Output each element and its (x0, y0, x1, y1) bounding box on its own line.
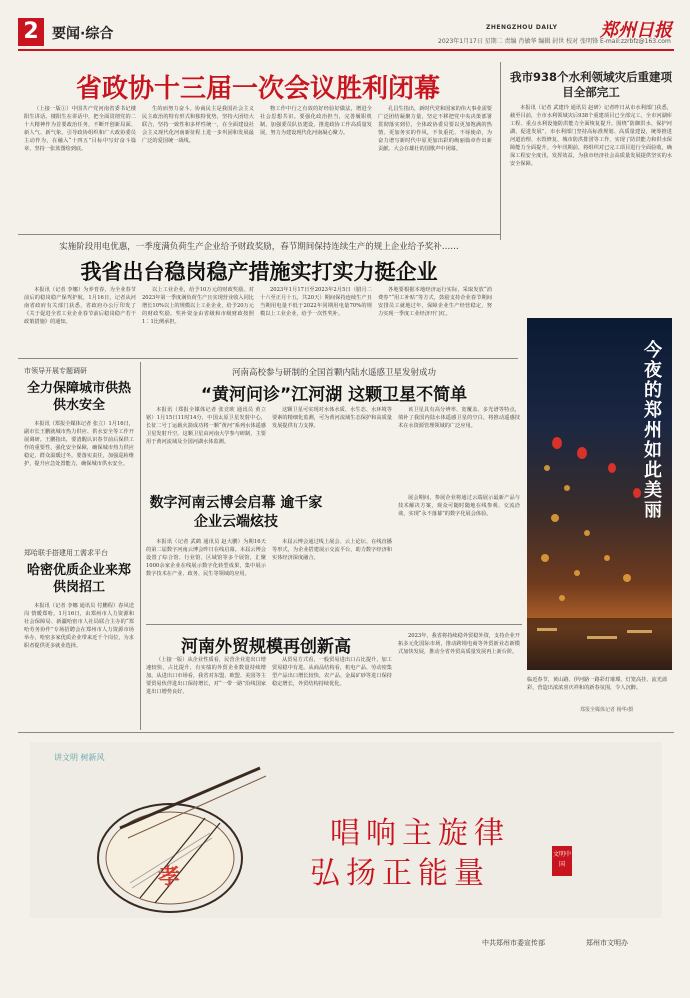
masthead (18, 14, 674, 48)
story1-col2 (142, 105, 254, 225)
story1-headline: 省政协十三届一次会议胜利闭幕 (75, 74, 440, 104)
sidebar-label-1: 市领导开展专题调研 (24, 367, 87, 375)
story6-col2-text: 从贸易方式看，一般贸易进出口占比提升，加工贸易稳中有进。从商品结构看，机电产品、劳动密集型产品出口增长较快，农产品、金属矿砂等进口保持稳定增长，外贸结构持续优化。 (272, 657, 392, 687)
column-divider (500, 62, 501, 240)
story1-col4-text: 孔昌生指出，新时代党和国家的伟大事业需要广泛团结凝聚力量，坚定不移把党中央决策部署贯彻落实到位，全体政协委员要以更加饱满的热情、更加务实的作风，不负重托、不辱使命，为奋力谱写新时代中原更加出彩的绚丽篇章作出新贡献。大会在雄壮的国歌声中闭幕。 (378, 106, 492, 152)
sidebar-headline-1: 全力保障城市供热供水安全 (26, 381, 131, 413)
story4-col2 (272, 406, 392, 486)
story3-col3 (260, 286, 372, 352)
sidebar-body-2-text: 本报讯（记者 李娜 通讯员 付鹏程）春风送岗 情暖郑哈。1月16日，由郑州市人力资源和社会保障局、新疆哈密市人社局联合主办的“郑哈劳务协作”专场招聘会在郑州市人力资源市场举办，哈密多家优质企业带来近千个岗位，为求职者提供更多就业选择。 (24, 603, 134, 649)
photo-title: 今夜的郑州如此美丽 (641, 340, 662, 520)
story5-col3 (398, 494, 520, 618)
story6-col1 (146, 656, 266, 728)
banner-slogan-line1: 唱响主旋律 (330, 816, 510, 851)
story3-col2-text: 以上工业企业，给予10万元的财政奖励。对2023年第一季度满负荷生产且实现营业收入同比增长10%以上的规模以上工业企业，给予20万元的财政奖励。奖补资金由省级和市级财政按照1∶1比例承担。 (142, 287, 254, 325)
story3-kicker: 实施阶段用电优惠，一季度满负荷生产企业给予财政奖励，春节期间保持连续生产的规上企业给予奖补…… (59, 242, 459, 252)
story3-col3-text: 2023年1月17日至2023年2月5日（腊月二十六至正月十五，共20天）期间保持连续生产且当期用电量不低于2022年同期用电量70%的规模以上工业企业，给予一次性奖补。 (260, 287, 372, 317)
story5-col1-text: 本报讯（记者 武鹤 通讯员 赵大鹏）为期16天的第二届数字河南云博会昨日在线启幕。本届云博会设置了综合馆、行业馆、区域馆等多个展馆，汇聚1000余家企业在线展示数字化转型成果，集中展示数字技术在产业、政务、民生等领域的应用。 (146, 539, 266, 577)
story3-headline: 我省出台稳岗稳产措施实打实力挺企业 (80, 260, 438, 284)
story5-col3-text: 展会期间，参展企业将通过云端展示最新产品与技术解决方案，观众可随时随地在线参观、交流洽谈，实现“永不落幕”的数字化展会体验。 (398, 495, 520, 517)
story6-col1-text: （上接一版）从企业性质看，民营企业进出口增速较快，占比提升，有实绩的外贸企业数量持续增加。从进出口市场看，我省对东盟、欧盟、美国等主要贸易伙伴进出口保持增长，对“一带一路”沿线国家进出口增势良好。 (146, 657, 266, 695)
sidebar-body-1 (24, 420, 134, 538)
story1-col3-text: 物工作中行之有效的好经验好做法，增进全社会思想共识。要强化政治担当，完善履职机制，加强委员队伍建设，推进政协工作高质量发展，努力为建设现代化河南凝心聚力。 (260, 106, 372, 136)
story2-headline: 我市938个水利领域灾后重建项目全部完工 (510, 70, 673, 99)
story4-col3 (398, 406, 520, 486)
story6-headline: 河南外贸规模再创新高 (181, 637, 351, 657)
story5-col2-text: 本届云博会通过线上展会、云上论坛、在线直播等形式，为企业搭建展示交流平台，助力数字经济和实体经济深度融合。 (272, 539, 392, 561)
story4-col1 (146, 406, 266, 486)
section-rule (18, 732, 674, 733)
section-rule (18, 358, 518, 359)
story4-col2-text: 这颗卫星可实现对水体水质、水生态、水环境等要素的精细化监测，可为黄河流域生态保护和高质量发展提供有力支撑。 (272, 407, 392, 429)
story3-col1 (24, 286, 136, 352)
story2-body (510, 104, 672, 310)
story5-headline: 数字河南云博会启幕 逾千家企业云端炫技 (149, 495, 323, 530)
sidebar-body-2 (24, 602, 134, 728)
sidebar-headline-2: 哈密优质企业来郑供岗招工 (26, 563, 131, 595)
page-number: 2 (18, 18, 44, 46)
paper-logo: 郑州日报 (600, 20, 672, 41)
story6-col3 (398, 632, 520, 728)
photo-credit: 郑报全媒体记者 杨华/摄 (580, 707, 634, 713)
story6-col3-text: 2023年，我省将持续稳外贸稳外资，支持企业开拓多元化国际市场，推动跨境电商等外贸新业态新模式加快发展，推动全省外贸高质量发展再上新台阶。 (398, 633, 520, 655)
story2-body-text: 本报讯（记者 武建玲 通讯员 赵研）记者昨日从市水利部门获悉，截至目前，全市水利领域灾后938个重建项目已全部完工，全市河湖库工程、重点水利设施防洪能力全面恢复提升。围绕“防御洪水、保护河湖、促进发展”，市水利部门坚持高标准规划、高质量建设，统筹推进河道治理、水毁修复、城市防洪排涝等工作，实现了防洪能力和供水保障能力全面提升。今年汛期前，将组织对已完工项目进行全面验收，确保工程安全度汛、发挥效益，为我市经济社会高质量发展提供坚实的水安全保障。 (510, 105, 672, 167)
night-city-photo (527, 318, 672, 670)
story4-kicker: 河南高校参与研制的全国首颗内陆水遥感卫星发射成功 (231, 368, 436, 378)
banner-footer-right: 郑州市文明办 (586, 939, 628, 947)
section-rule (18, 234, 500, 235)
story5-col1 (146, 538, 266, 618)
banner-footer-left: 中共郑州市委宣传部 (482, 939, 545, 947)
story6-col2 (272, 656, 392, 728)
story4-col1-text: 本报讯（郑报全媒体记者 张竞欧 通讯员 黄立铭）1月15日11时14分，中国太原卫星发射中心，长征二号丁运载火箭成功将一颗“黄河”系列水体遥感卫星发射升空。这颗卫星由河南大学参与研制，主要用于黄河流域及全国河湖水体监测。 (146, 407, 266, 445)
photo-caption: 临近春节，黄山路、伊河路一路彩灯璀璨、灯笼高挂、流光溢彩，营造出浓浓喜庆祥和的新春氛围，令人沉醉。 (527, 677, 668, 691)
story4-headline: “黄河问诊”江河湖 这颗卫星不简单 (200, 385, 468, 405)
story3-col1-text: 本报讯（记者 李娜）为养育春，为全业春节前后的稳岗稳产保驾护航，1月16日，记者从河南省政府有关部门获悉，省政府办公厅印发了《关于促进全省工业企业春节前后稳岗稳产若干政策措施》的通知。 (24, 287, 136, 325)
column-divider (140, 362, 141, 730)
section-rule (146, 624, 522, 625)
story3-col2 (142, 286, 254, 352)
masthead-rule (18, 49, 674, 51)
pipa-instrument-graphic (60, 748, 280, 918)
banner-slogan-line2: 弘扬正能量 (310, 856, 490, 891)
banner-kicker: 讲文明 树新风 (54, 753, 105, 762)
story3-col4 (378, 286, 492, 352)
story1-col1-text: （上接一版①）中国共产党河南省委书记楼阳生讲话。楼阳生在讲话中，把全面贯彻党的二十大精神作为首要政治任务，不断开创新局面、新人气、新气象。引导政协组织和广大政协委员主动作为，在融入“十四五”目标中写好奋斗篇章，坚持一张蓝图绘到底。 (24, 106, 136, 152)
story3-col4-text: 各地要根据本地经济运行实际，采取发放“消费券”“用工补贴”等方式，鼓励支持企业春节期间安排员工就地过年，保障企业生产经营稳定，努力实现一季度工业经济开门红。 (378, 287, 492, 317)
banner-character: 孝 (158, 864, 181, 890)
story1-col2-text: 生的而努力奋斗。协商民主是我国社会主义民主政治的特有形式和独特优势，坚持大团结大联合，坚持一致性和多样性统一，在全面建设社会主义现代化河南新征程上进一步巩固和发展最广泛的爱国统一战线。 (142, 106, 254, 144)
story1-col4 (378, 105, 492, 225)
story1-col1 (24, 105, 136, 225)
story5-col2 (272, 538, 392, 618)
story4-col3-text: 该卫星具有高分辨率、宽覆盖、多光谱等特点，填补了我国内陆水体遥感卫星的空白，将推动遥感技术在水资源管理领域的广泛应用。 (398, 407, 520, 429)
section-title: 要闻·综合 (52, 26, 114, 42)
sidebar-label-2: 郑哈联手搭建用工需求平台 (24, 549, 108, 557)
paper-english-name: ZHENGZHOU DAILY (486, 24, 558, 31)
sidebar-body-1-text: 本报讯（郑报全媒体记者 张立）1月16日，副市长王鹏就城市热力供应、供水安全等工作开展调研。王鹏指出，要清醒认识春节前后保供工作的重要性，强化安全保障，确保城市热力供应稳定、群众温暖过冬。要落实责任，加强巡检维护，提升应急处置能力，确保城市供水安全。 (24, 421, 134, 467)
date-line: 2023年1月17日 星期二 责编 肖敏华 编辑 封世 校对 张明锋 E-mail:zzrbfz@163.com (438, 38, 671, 45)
story1-col3 (260, 105, 372, 225)
banner-seal: 文明中国 (552, 846, 572, 876)
